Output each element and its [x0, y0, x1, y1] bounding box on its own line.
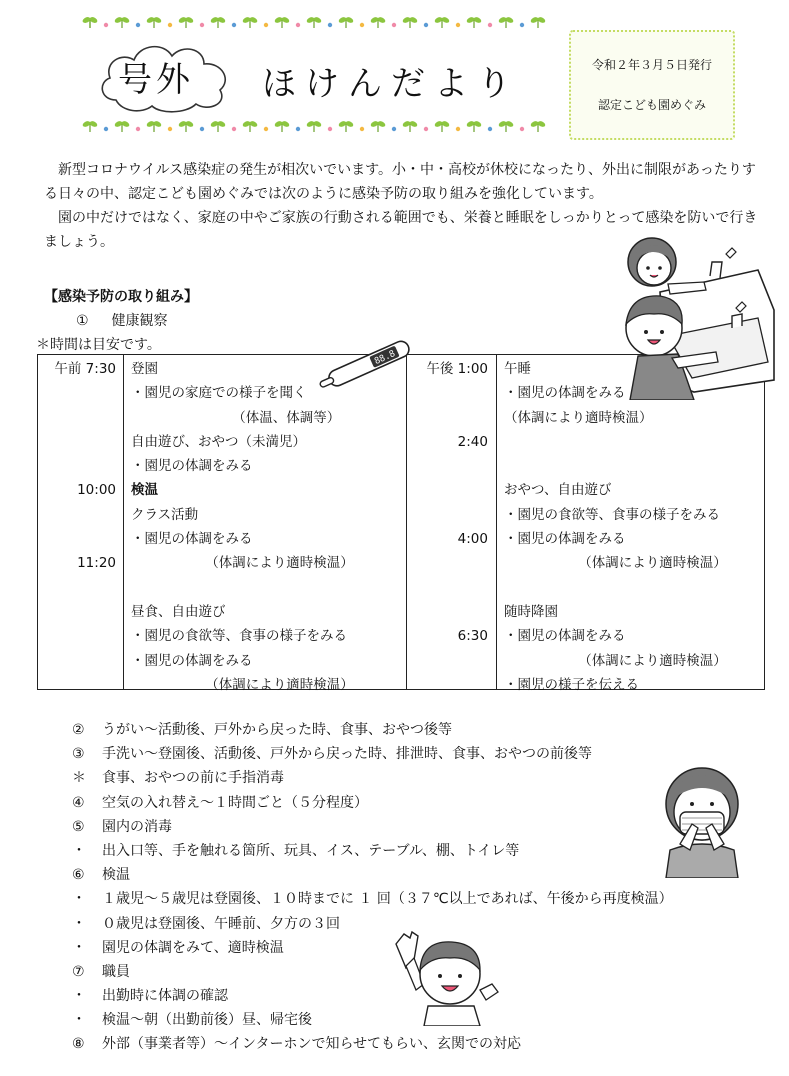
schedule-row: [410, 600, 488, 624]
schedule-row: [410, 673, 488, 697]
schedule-row: [410, 649, 488, 673]
right-activities-column: [504, 357, 762, 697]
schedule-row: [42, 576, 116, 600]
schedule-row: [410, 454, 488, 478]
handwashing-children-illustration: [608, 232, 778, 400]
intro-paragraph-1: 新型コロナウイルス感染症の発生が相次いでいます。小・中・高校が休校になったり、外出に制限があったりする日々の中、認定こども園めぐみでは次のように感染予防の取り組みを強化しています。: [44, 162, 756, 202]
schedule-row: ・園児の体調をみる: [131, 531, 253, 548]
list-text: 出入口等、手を触れる箇所、玩具、イス、テーブル、棚、トイレ等: [102, 842, 520, 859]
schedule-row: [410, 576, 488, 600]
schedule-row: ・園児の様子を伝える: [504, 676, 639, 693]
list-item: [72, 912, 673, 936]
list-item: [72, 839, 673, 863]
list-marker: ⑧: [72, 1036, 85, 1053]
extra-edition-badge: 号外: [118, 60, 194, 100]
schedule-row: [410, 503, 488, 527]
time-note: ＊時間は目安です。: [36, 337, 161, 353]
list-item: [72, 1032, 673, 1056]
schedule-row: 4:00: [457, 531, 488, 548]
list-marker: ・: [72, 915, 86, 932]
list-marker: ⑦: [72, 963, 85, 980]
masked-child-illustration: [652, 758, 750, 878]
issue-date: 令和２年３月５日発行: [591, 58, 712, 72]
list-marker: ・: [72, 891, 86, 908]
schedule-row: 2:40: [457, 433, 488, 450]
list-item: [72, 766, 673, 790]
schedule-row: 自由遊び、おやつ（未満児）: [131, 433, 306, 450]
list-item: [72, 984, 673, 1008]
schedule-row: [42, 527, 116, 551]
organization-name: 認定こども園めぐみ: [597, 98, 706, 112]
list-marker: ・: [72, 842, 86, 859]
list-item: [72, 815, 673, 839]
schedule-row: 11:20: [77, 555, 116, 572]
schedule-row: おやつ、自由遊び: [504, 482, 612, 499]
schedule-row: [410, 551, 488, 575]
list-item: [72, 863, 673, 887]
schedule-row: ・園児の家庭での様子を聞く: [131, 385, 307, 402]
schedule-row: （体調により適時検温）: [504, 409, 653, 426]
list-marker: ・: [72, 939, 86, 956]
left-times-column: [42, 357, 116, 697]
schedule-row: ・園児の体調をみる: [504, 628, 626, 645]
right-times-column: [410, 357, 488, 697]
schedule-row: ・園児の体調をみる: [504, 531, 626, 548]
list-marker: ②: [72, 722, 85, 738]
schedule-row: 午後 1:00: [426, 361, 488, 377]
left-activities-column: [131, 357, 403, 697]
schedule-row: 6:30: [457, 628, 488, 645]
schedule-row: [42, 600, 116, 624]
thermometer-illustration: [318, 336, 418, 392]
list-marker: ⑥: [72, 867, 85, 884]
list-marker: ③: [72, 746, 85, 763]
schedule-row: [504, 454, 762, 478]
list-marker: ④: [72, 794, 85, 811]
table-divider: [123, 355, 124, 689]
section-title: 【感染予防の取り組み】: [44, 289, 198, 305]
list-text: 園内の消毒: [102, 818, 172, 835]
schedule-row: 午睡: [504, 361, 531, 377]
prevention-measures-list: [72, 718, 673, 1057]
schedule-row: [42, 649, 116, 673]
schedule-row: [42, 503, 116, 527]
schedule-row: 昼食、自由遊び: [131, 603, 226, 620]
list-text: 出勤時に体調の確認: [102, 988, 228, 1005]
section-item-health-check: [76, 310, 167, 330]
schedule-row: [504, 576, 762, 600]
list-text: うがい～活動後、戸外から戻った時、食事、おやつ後等: [102, 722, 452, 738]
list-text: 園児の体調をみて、適時検温: [102, 939, 284, 956]
waving-child-illustration: [388, 930, 500, 1026]
schedule-row: [42, 430, 116, 454]
list-text: 検温～朝（出勤前後）昼、帰宅後: [102, 1012, 312, 1029]
schedule-row: [410, 381, 488, 405]
list-text: 検温: [102, 867, 130, 884]
schedule-row: （体調により適時検温）: [131, 555, 354, 572]
list-text: ０歳児は登園後、午睡前、夕方の３回: [102, 915, 340, 932]
schedule-row: [131, 576, 403, 600]
list-text: 職員: [102, 963, 130, 980]
list-item: [72, 960, 673, 984]
list-text: 手洗い～登園後、活動後、戸外から戻った時、排泄時、食事、おやつの前後等: [102, 746, 592, 763]
list-item: [72, 936, 673, 960]
table-divider: [496, 355, 497, 689]
schedule-row: クラス活動: [131, 506, 199, 523]
schedule-row: ・園児の体調をみる: [504, 385, 626, 402]
list-item: [72, 791, 673, 815]
schedule-row: [42, 454, 116, 478]
schedule-row: （体調により適時検温）: [504, 652, 727, 669]
schedule-table: [37, 354, 765, 693]
sprout-border-bottom: [82, 118, 558, 134]
list-marker: ⑤: [72, 818, 85, 835]
schedule-row: [504, 430, 762, 454]
schedule-row: [42, 406, 116, 430]
list-text: 食事、おやつの前に手指消毒: [102, 770, 284, 787]
list-item: [72, 742, 673, 766]
list-marker: ＊: [72, 770, 86, 787]
schedule-row: （体温、体調等）: [131, 409, 341, 426]
item-label: 健康観察: [111, 313, 168, 329]
schedule-row: 午前 7:30: [54, 361, 116, 377]
list-text: 空気の入れ替え～１時間ごと（５分程度）: [102, 794, 368, 811]
schedule-row: ・園児の体調をみる: [131, 652, 253, 669]
schedule-row: [42, 673, 116, 697]
schedule-row: [42, 624, 116, 648]
schedule-row: ・園児の体調をみる: [131, 458, 253, 475]
intro-paragraph-2: 園の中だけではなく、家庭の中やご家族の行動される範囲でも、栄養と睡眠をしっかりとって感染を防いで行きましょう。: [44, 210, 758, 250]
schedule-row: 検温: [131, 482, 158, 499]
schedule-row: [42, 381, 116, 405]
schedule-row: [410, 406, 488, 430]
list-text: １歳児～５歳児は登園後、１０時までに １ 回（３７℃以上であれば、午後から再度検温）: [102, 891, 673, 908]
schedule-row: 随時降園: [504, 603, 558, 620]
list-item: [72, 887, 673, 911]
list-item: [72, 1008, 673, 1032]
thermometer-reading: 88.8: [373, 349, 397, 368]
sprout-border-top: [82, 14, 558, 30]
newsletter-title: ほけんだより: [262, 64, 520, 104]
schedule-row: 10:00: [77, 482, 116, 499]
schedule-row: （体調により適時検温）: [504, 555, 727, 572]
item-number: ①: [76, 313, 89, 329]
schedule-row: 登園: [131, 361, 158, 377]
schedule-row: ・園児の食欲等、食事の様子をみる: [504, 506, 720, 523]
table-divider: [406, 355, 407, 689]
schedule-row: ・園児の食欲等、食事の様子をみる: [131, 628, 347, 645]
schedule-row: [410, 478, 488, 502]
list-item: [72, 718, 673, 742]
list-text: 外部（事業者等）～インターホンで知らせてもらい、玄関での対応: [102, 1036, 522, 1053]
schedule-row: （体調により適時検温）: [131, 676, 354, 693]
list-marker: ・: [72, 988, 86, 1005]
list-marker: ・: [72, 1012, 86, 1029]
issue-info-box: [569, 30, 735, 140]
